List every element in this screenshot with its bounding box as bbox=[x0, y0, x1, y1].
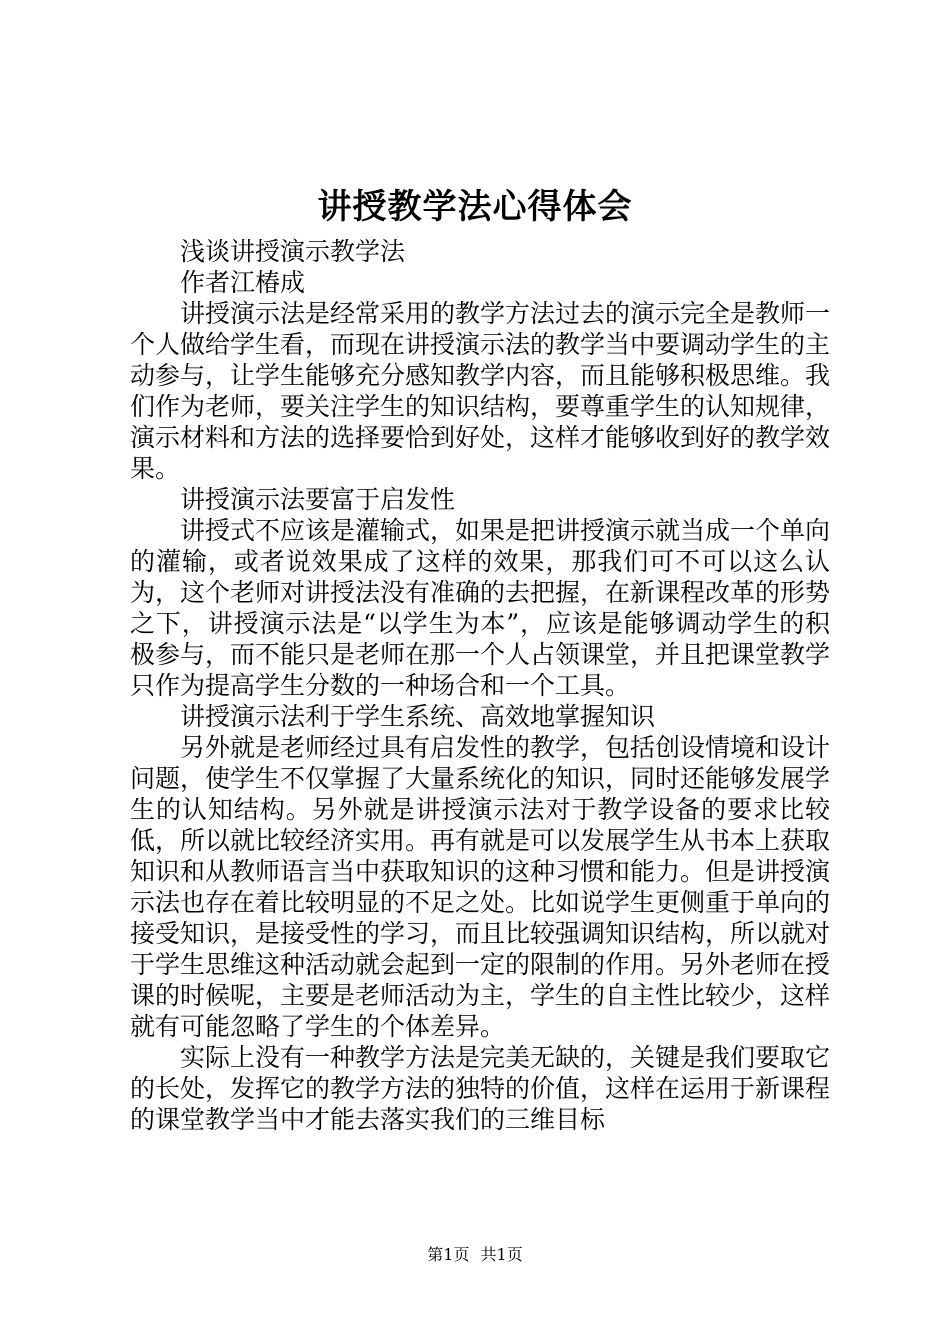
paragraph-intro: 讲授演示法是经常采用的教学方法过去的演示完全是教师一个人做给学生看，而现在讲授演示法的教学当中要调动学生的主动参与，让学生能够充分感知教学内容，而且能够积极思维。我们作为老师，要关注学生的知识结构，要尊重学生的认知规律，演示材料和方法的选择要恰到好处，这样才能够收到好的教学效果。 bbox=[130, 299, 831, 483]
paragraph-subtitle: 浅谈讲授演示教学法 bbox=[180, 237, 406, 266]
paragraph-heading-inspiration: 讲授演示法要富于启发性 bbox=[180, 485, 456, 514]
paragraph-conclusion: 实际上没有一种教学方法是完美无缺的，关键是我们要取它的长处，发挥它的教学方法的独特的价值，这样在运用于新课程的课堂教学当中才能去落实我们的三维目标 bbox=[130, 1043, 831, 1134]
page-footer bbox=[0, 1244, 950, 1266]
paragraph-systematic: 另外就是老师经过具有启发性的教学，包括创设情境和设计问题，使学生不仅掌握了大量系统化的知识，同时还能够发展学生的认知结构。另外就是讲授演示法对于教学设备的要求比较低，所以就比较经济实用。再有就是可以发展学生从书本上获取知识和从教师语言当中获取知识的这种习惯和能力。但是讲授演示法也存在着比较明显的不足之处。比如说学生更侧重于单向的接受知识，是接受性的学习，而且比较强调知识结构，所以就对于学生思维这种活动就会起到一定的限制的作用。另外老师在授课的时候呢，主要是老师活动为主，学生的自主性比较少，这样就有可能忽略了学生的个体差异。 bbox=[130, 733, 831, 1041]
paragraph-heading-systematic: 讲授演示法利于学生系统、高效地掌握知识 bbox=[180, 702, 656, 731]
paragraph-author: 作者江椿成 bbox=[180, 268, 306, 297]
page-total: 共1页 bbox=[480, 1245, 523, 1264]
document-body bbox=[130, 236, 830, 1135]
document-title: 讲授教学法心得体会 bbox=[317, 187, 633, 227]
paragraph-inspiration: 讲授式不应该是灌输式，如果是把讲授演示就当成一个单向的灌输，或者说效果成了这样的效果，那我们可不可以这么认为，这个老师对讲授法没有准确的去把握，在新课程改革的形势之下，讲授演示法是“以学生为本”，应该是能够调动学生的积极参与，而不能只是老师在那一个人占领课堂，并且把课堂教学只作为提高学生分数的一种场合和一个工具。 bbox=[130, 516, 831, 700]
page-number: 第1页 bbox=[427, 1245, 470, 1264]
